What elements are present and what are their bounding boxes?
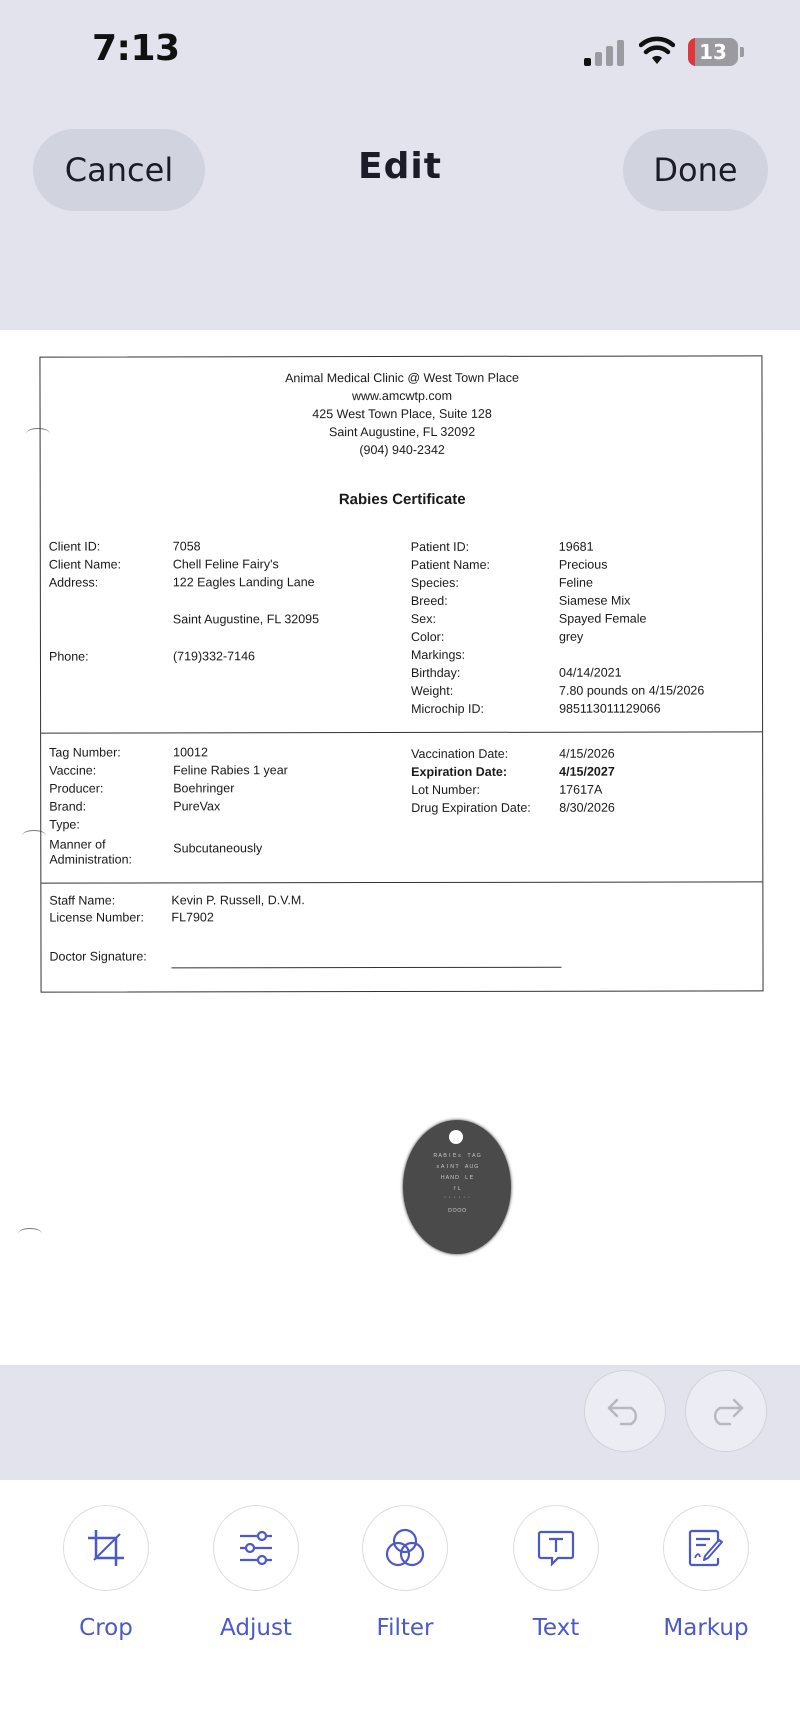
client-id-label: Client ID: <box>48 539 101 554</box>
redo-button[interactable] <box>685 1370 767 1452</box>
certificate-title: Rabies Certificate <box>338 490 466 509</box>
producer: Boehringer <box>173 781 235 796</box>
section-divider <box>41 881 762 883</box>
filter-tool-button[interactable] <box>350 1505 460 1641</box>
client-address2: Saint Augustine, FL 32095 <box>172 612 320 627</box>
client-name-label: Client Name: <box>48 557 122 572</box>
done-button[interactable]: Done <box>623 129 768 211</box>
microchip-label: Microchip ID: <box>411 701 485 716</box>
manner-label-line1: Manner of <box>49 837 106 852</box>
clinic-phone: (904) 940-2342 <box>359 442 445 458</box>
cellular-signal-icon <box>584 40 628 66</box>
lot-number-label: Lot Number: <box>411 782 480 797</box>
status-time: 7:13 <box>92 28 180 69</box>
species-label: Species: <box>410 575 459 590</box>
battery-level: 13 <box>699 40 727 64</box>
adjust-sliders-icon <box>236 1528 276 1568</box>
vaccine: Feline Rabies 1 year <box>173 763 288 778</box>
producer-label: Producer: <box>49 781 104 796</box>
weight-label: Weight: <box>411 683 454 698</box>
expiration-date: 4/15/2027 <box>559 764 615 779</box>
client-address-label: Address: <box>48 575 99 590</box>
manner-label-line2: Administration: <box>49 852 133 867</box>
birthday: 04/14/2021 <box>558 665 622 680</box>
rabies-certificate <box>39 355 763 992</box>
redo-icon <box>706 1396 746 1426</box>
vaccine-label: Vaccine: <box>49 763 97 778</box>
text-bubble-icon <box>536 1528 576 1568</box>
patient-name: Precious <box>558 557 608 572</box>
tag-number: 10012 <box>173 745 208 760</box>
rabies-tag-image: ᴿᴬᴮᴵᴱˢ ᵀᴬᴳ ˢᴬᴵᴺᵀ ᴬᵁᴳ ᴴᴬᴺᴰ ᴸᴱ ᶠᴸ ˙˙˙˙˙˙ ᴼᴼᴼᴼ <box>403 1120 511 1254</box>
doctor-signature-label: Doctor Signature: <box>49 949 147 964</box>
client-address1: 122 Eagles Landing Lane <box>172 575 315 590</box>
markup-pen-icon <box>686 1528 726 1568</box>
signature-line <box>172 967 562 969</box>
undo-button[interactable] <box>584 1370 666 1452</box>
text-tool-button[interactable] <box>501 1505 611 1641</box>
staff-name: Kevin P. Russell, D.V.M. <box>171 893 305 908</box>
wifi-icon <box>639 36 675 66</box>
battery-icon <box>688 38 744 66</box>
crop-tool-button[interactable] <box>51 1505 161 1641</box>
clinic-name: Animal Medical Clinic @ West Town Place <box>285 370 519 386</box>
lot-number: 17617A <box>559 782 603 797</box>
markup-label: Markup <box>663 1615 749 1641</box>
license-number: FL7902 <box>171 910 214 925</box>
breed: Siamese Mix <box>558 593 631 608</box>
client-id: 7058 <box>172 539 201 554</box>
color-label: Color: <box>410 629 445 644</box>
license-number-label: License Number: <box>49 910 144 925</box>
species: Feline <box>558 575 593 590</box>
patient-name-label: Patient Name: <box>410 557 491 572</box>
weight: 7.80 pounds on 4/15/2026 <box>559 683 705 698</box>
brand-label: Brand: <box>49 799 87 814</box>
vaccination-date-label: Vaccination Date: <box>411 746 509 761</box>
adjust-label: Adjust <box>220 1615 292 1641</box>
microchip-id: 985113011129066 <box>559 701 661 716</box>
crop-label: Crop <box>79 1615 133 1641</box>
markings-label: Markings: <box>410 647 466 662</box>
adjust-tool-button[interactable] <box>201 1505 311 1641</box>
sex: Spayed Female <box>558 611 647 626</box>
color: grey <box>558 629 584 644</box>
expiration-date-label: Expiration Date: <box>411 764 508 779</box>
manner-of-administration: Subcutaneously <box>173 841 263 856</box>
drug-expiration-label: Drug Expiration Date: <box>411 800 531 815</box>
filter-label: Filter <box>376 1615 434 1641</box>
type-label: Type: <box>49 817 80 832</box>
clinic-address-line2: Saint Augustine, FL 32092 <box>328 424 476 440</box>
crop-icon <box>86 1528 126 1568</box>
client-phone-label: Phone: <box>48 649 89 664</box>
breed-label: Breed: <box>410 593 448 608</box>
undo-redo-bar <box>0 1365 800 1480</box>
patient-id: 19681 <box>558 539 594 554</box>
birthday-label: Birthday: <box>410 665 461 680</box>
scan-artifact <box>18 1228 42 1239</box>
patient-id-label: Patient ID: <box>410 539 470 554</box>
drug-expiration-date: 8/30/2026 <box>559 800 615 815</box>
sex-label: Sex: <box>410 611 436 626</box>
page-title: Edit <box>358 146 442 187</box>
cancel-button[interactable]: Cancel <box>33 129 205 211</box>
client-name: Chell Feline Fairy's <box>172 557 279 572</box>
clinic-address-line1: 425 West Town Place, Suite 128 <box>312 406 492 422</box>
undo-icon <box>605 1396 645 1426</box>
brand: PureVax <box>173 799 221 814</box>
section-divider <box>41 731 762 733</box>
tag-number-label: Tag Number: <box>49 745 121 760</box>
text-label: Text <box>532 1615 580 1641</box>
markup-tool-button[interactable] <box>651 1505 761 1641</box>
clinic-website: www.amcwtp.com <box>351 388 453 404</box>
client-phone: (719)332-7146 <box>172 649 255 664</box>
vaccination-date: 4/15/2026 <box>559 746 615 761</box>
staff-name-label: Staff Name: <box>49 893 116 908</box>
filter-circles-icon <box>383 1526 427 1570</box>
